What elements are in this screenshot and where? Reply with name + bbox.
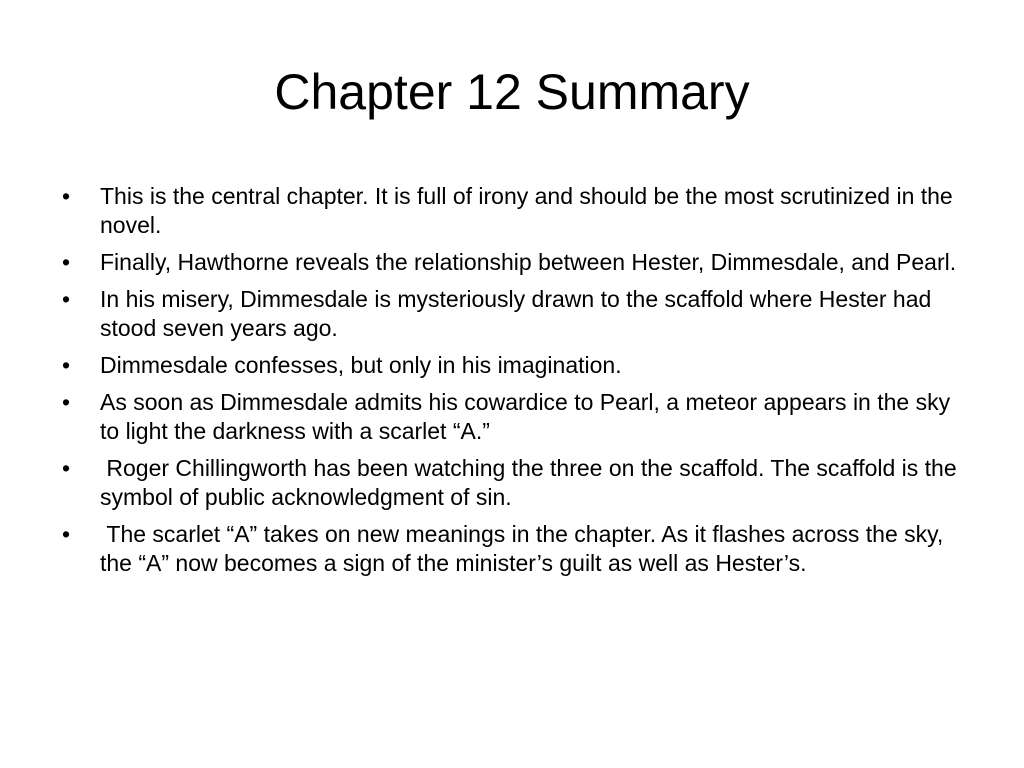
bullet-icon: • [62, 389, 71, 415]
bullet-text: Dimmesdale confesses, but only in his imagination. [100, 352, 622, 378]
bullet-icon: • [62, 455, 71, 481]
bullet-text: Finally, Hawthorne reveals the relationship between Hester, Dimmesdale, and Pearl. [100, 249, 957, 275]
bullet-list [62, 182, 972, 586]
bullet-text: The scarlet “A” takes on new meanings in the chapter. As it flashes across the sky, the “A” now becomes a sign of the minister’s guilt as well as Hester’s. [100, 521, 950, 576]
bullet-text: This is the central chapter. It is full of irony and should be the most scrutinized in the novel. [100, 183, 960, 238]
bullet-icon: • [62, 249, 71, 275]
bullet-item [62, 351, 972, 380]
bullet-icon: • [62, 286, 71, 312]
bullet-text: As soon as Dimmesdale admits his cowardice to Pearl, a meteor appears in the sky to light the darkness with a scarlet “A.” [100, 389, 957, 444]
bullet-item [62, 285, 972, 343]
bullet-item [62, 248, 972, 277]
bullet-item [62, 454, 972, 512]
bullet-icon: • [62, 352, 71, 378]
bullet-item [62, 520, 972, 578]
slide-title: Chapter 12 Summary [274, 64, 750, 120]
bullet-item [62, 388, 972, 446]
bullet-text: In his misery, Dimmesdale is mysteriously drawn to the scaffold where Hester had stood seven years ago. [100, 286, 938, 341]
bullet-icon: • [62, 183, 71, 209]
bullet-text: Roger Chillingworth has been watching the three on the scaffold. The scaffold is the symbol of public acknowledgment of sin. [100, 455, 964, 510]
bullet-icon: • [62, 521, 71, 547]
bullet-item [62, 182, 972, 240]
